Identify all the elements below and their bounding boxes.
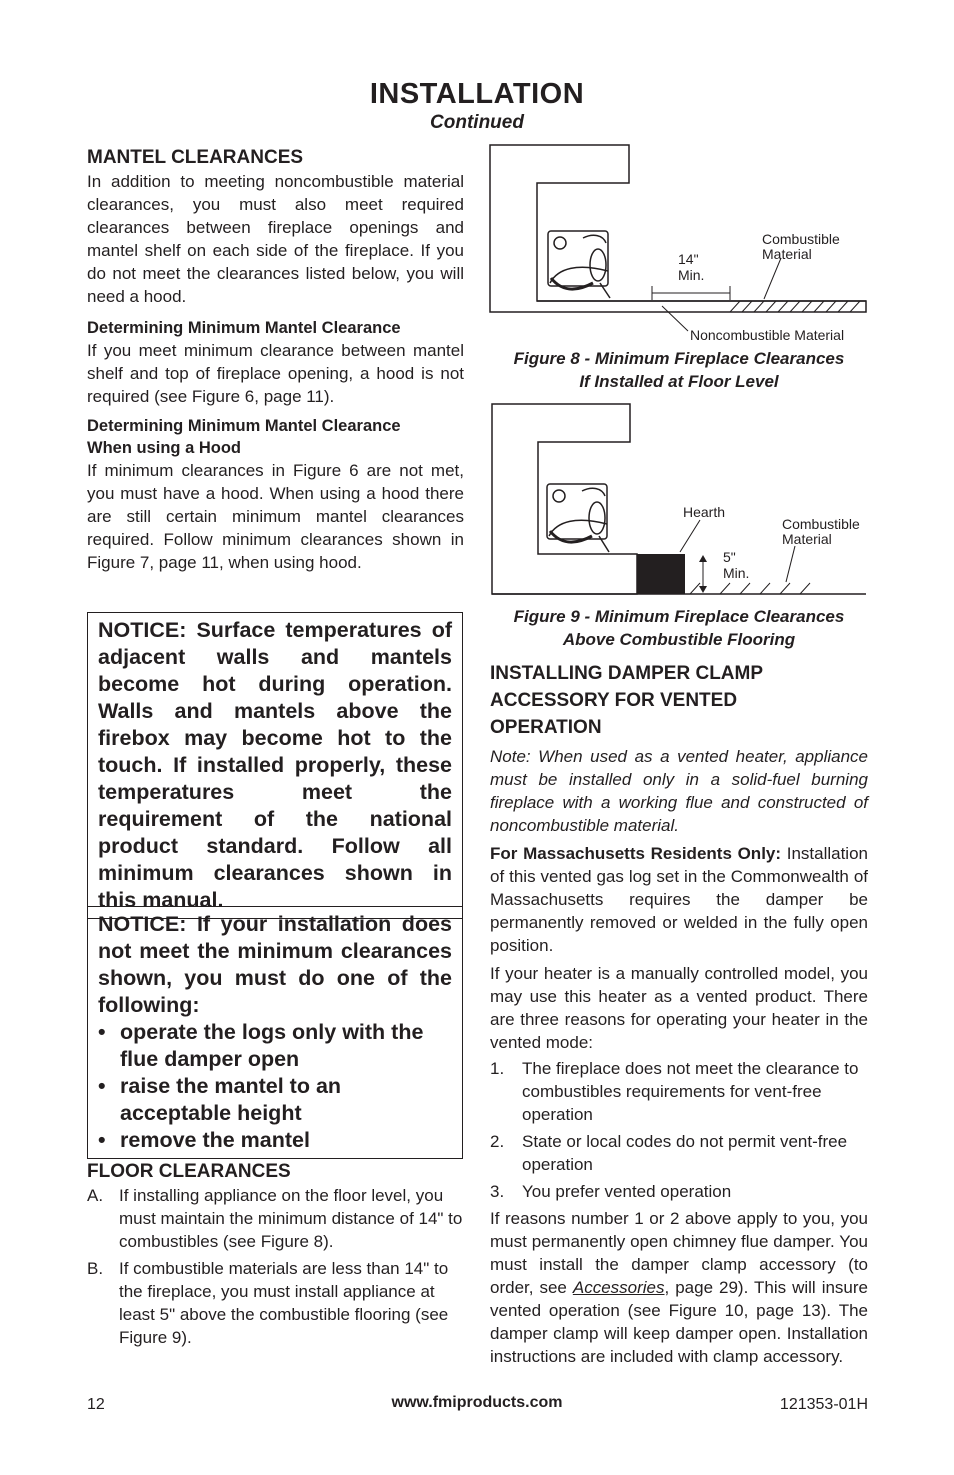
fig9-combustible-label-1: Combustible: [782, 516, 860, 532]
page-number: 12: [87, 1396, 105, 1413]
reason-item: 1. The fireplace does not meet the clearance to combustibles requirements for vent-free operation: [490, 1059, 859, 1124]
figure-9-caption: Figure 9 - Minimum Fireplace Clearances Above Combustible Flooring: [513, 607, 845, 649]
notice-bullet: • operate the logs only with the flue damper open: [98, 1020, 424, 1071]
notice-clearances-list: [98, 1019, 452, 1154]
fig8-dim-unit: Min.: [678, 267, 705, 283]
floor-heading: FLOOR CLEARANCES: [87, 1161, 291, 1182]
figure-8-caption: Figure 8 - Minimum Fireplace Clearances If Installed at Floor Level: [513, 349, 845, 391]
reason-item: 2. State or local codes do not permit vent-free operation: [490, 1132, 848, 1174]
notice-temperatures-text: NOTICE: Surface temperatures of adjacent walls and mantels become hot during operation. Walls and mantels above the firebox may become hot to the touch. If installed properly, these temperatures meet the requirement of the national product standard. Follow all minimum clearances shown in this manual.: [98, 618, 452, 912]
floor-item: B. If combustible materials are less than 14" to the fireplace, you must install appliance at least 5" above the combustible flooring (see Figure 9).: [87, 1259, 449, 1347]
mantel-heading: MANTEL CLEARANCES: [87, 147, 304, 168]
manual-model-text: If your heater is a manually controlled model, you may use this heater as a vented product. There are three reasons for operating your heater in the vented mode:: [490, 964, 868, 1052]
fig8-noncombustible-label: Noncombustible Material: [690, 327, 845, 343]
fig8-dim-value: 14": [678, 251, 699, 267]
notice-bullet: • raise the mantel to an acceptable height: [98, 1074, 342, 1125]
notice-clearances-text: NOTICE: If your installation does not meet the minimum clearances shown, you must do one of the following:: [98, 912, 452, 1017]
notice-bullet: • remove the mantel: [98, 1128, 310, 1152]
floor-list: [87, 1184, 464, 1349]
damper-section: [490, 660, 868, 1368]
mantel-sub2-heading-line1: Determining Minimum Mantel Clearance: [87, 417, 401, 435]
website: www.fmiproducts.com: [391, 1394, 563, 1411]
mantel-sub2-text: If minimum clearances in Figure 6 are not met, you must have a hood. When using a hood there are still certain minimum mantel clearances required. Follow minimum clearances shown in Figure 7, page 11, when using hood.: [87, 461, 464, 572]
mantel-sub1-heading: Determining Minimum Mantel Clearance: [87, 319, 401, 337]
mantel-sub2-heading: [87, 415, 464, 459]
reasons-list: [490, 1057, 868, 1203]
floor-clearances-section: [87, 1160, 464, 1353]
figure-8-diagram: [488, 143, 870, 348]
fig9-logset: [547, 484, 609, 552]
fig9-hearth: [637, 554, 685, 594]
doc-number: 121353-01H: [779, 1396, 868, 1413]
mantel-sub1-text: If you meet minimum clearance between mantel shelf and top of fireplace opening, a hood is not required (see Figure 6, page 11).: [87, 341, 464, 406]
fig8-combustible-hatch: [730, 301, 860, 312]
figure-9-diagram: [490, 402, 870, 598]
mantel-sub2-heading-line2: When using a Hood: [87, 439, 241, 457]
fig8-wall: [490, 145, 866, 312]
fig8-combustible-label-2: Material: [762, 246, 812, 262]
floor-item: A. If installing appliance on the floor level, you must maintain the minimum distance of 14" to combustibles (see Figure 8).: [87, 1186, 463, 1251]
notice-box-clearances: [87, 906, 463, 1159]
damper-final-text: If reasons number 1 or 2 above apply to you, you must permanently open chimney flue damper. You must install the damper clamp accessory (to order, see Accessories, page 29). This will insure vented operation (see Figure 10, page 13). The damper clamp will keep damper open. Installation instructions are included with clamp accessory.: [490, 1209, 868, 1366]
reason-item: 3. You prefer vented operation: [490, 1182, 732, 1201]
fig9-combustible-label-2: Material: [782, 531, 832, 547]
left-column: [87, 146, 464, 574]
damper-note: Note: When used as a vented heater, appliance must be installed only in a solid-fuel burning fireplace with a working flue and constructed of noncombustible material.: [490, 747, 868, 835]
fig9-combustible-hatch: [690, 583, 810, 594]
fig9-dim-unit: Min.: [723, 565, 750, 581]
damper-heading: INSTALLING DAMPER CLAMP ACCESSORY FOR VENTED OPERATION: [490, 663, 764, 738]
massachusetts-label: For Massachusetts Residents Only:: [490, 844, 782, 863]
mantel-intro: In addition to meeting noncombustible material clearances, you must also meet required clearances between fireplace openings and mantel shelf on each side of the fireplace. If you do not meet the clearances listed below, you will need a hood.: [87, 172, 464, 306]
page-title: INSTALLATION: [369, 78, 585, 110]
accessories-link[interactable]: Accessories: [572, 1278, 665, 1297]
notice-box-temperatures: [87, 612, 463, 919]
fig8-combustible-label-1: Combustible: [762, 231, 840, 247]
massachusetts-text: For Massachusetts Residents Only: Installation of this vented gas log set in the Commonwealth of Massachusetts requires the damper be permanently removed or welded in the fully open position.: [490, 844, 868, 955]
fig9-hearth-label: Hearth: [683, 504, 726, 520]
page-subtitle: Continued: [430, 112, 524, 133]
fig8-logset: [548, 231, 610, 298]
fig9-dim-value: 5": [723, 549, 736, 565]
